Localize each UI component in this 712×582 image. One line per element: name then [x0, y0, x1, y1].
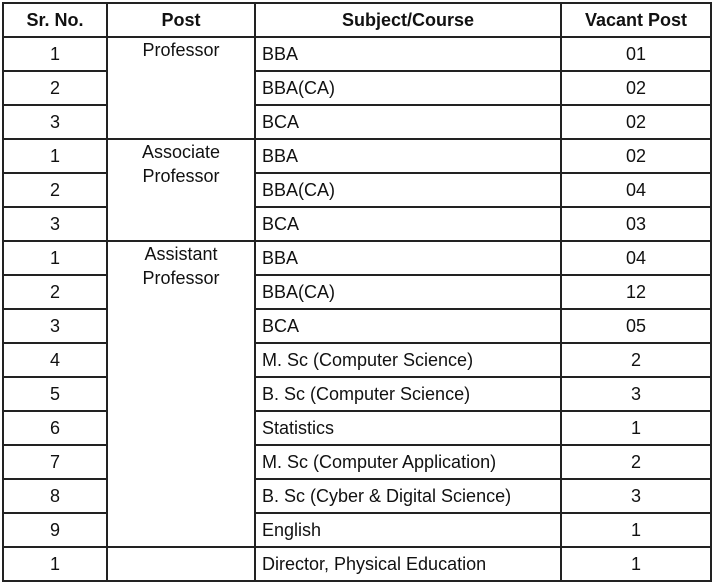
subject-cell: BBA — [255, 241, 561, 275]
vacant-post-cell: 02 — [561, 139, 711, 173]
sr-no-cell: 9 — [3, 513, 107, 547]
vacant-post-cell: 04 — [561, 173, 711, 207]
vacant-post-cell: 02 — [561, 71, 711, 105]
subject-cell: English — [255, 513, 561, 547]
post-cell — [107, 37, 255, 139]
table-body — [3, 37, 711, 581]
sr-no-cell: 1 — [3, 139, 107, 173]
subject-cell: BBA — [255, 139, 561, 173]
vacant-post-cell: 1 — [561, 547, 711, 581]
vacant-post-cell: 3 — [561, 479, 711, 513]
sr-no-cell: 1 — [3, 37, 107, 71]
post-label: Assistant Professor — [142, 244, 220, 288]
sr-no-cell: 3 — [3, 207, 107, 241]
sr-no-cell: 8 — [3, 479, 107, 513]
vacant-post-cell: 1 — [561, 513, 711, 547]
subject-cell: M. Sc (Computer Application) — [255, 445, 561, 479]
vacant-post-cell: 12 — [561, 275, 711, 309]
table-row — [3, 37, 711, 71]
subject-cell: BCA — [255, 207, 561, 241]
subject-cell: Director, Physical Education — [255, 547, 561, 581]
vacant-post-cell: 02 — [561, 105, 711, 139]
sr-no-cell: 4 — [3, 343, 107, 377]
vacant-post-cell: 05 — [561, 309, 711, 343]
header-vacant-post: Vacant Post — [561, 3, 711, 37]
subject-cell: BBA(CA) — [255, 275, 561, 309]
post-label: Associate Professor — [141, 142, 221, 186]
vacant-post-cell: 1 — [561, 411, 711, 445]
sr-no-cell: 2 — [3, 173, 107, 207]
table-row — [3, 241, 711, 275]
header-sr-no: Sr. No. — [3, 3, 107, 37]
post-cell — [107, 547, 255, 581]
subject-cell: M. Sc (Computer Science) — [255, 343, 561, 377]
table-row — [3, 139, 711, 173]
vacant-post-cell: 2 — [561, 445, 711, 479]
sr-no-cell: 3 — [3, 309, 107, 343]
post-cell — [107, 241, 255, 547]
subject-cell: BBA — [255, 37, 561, 71]
sr-no-cell: 1 — [3, 547, 107, 581]
subject-cell: B. Sc (Computer Science) — [255, 377, 561, 411]
vacant-post-cell: 2 — [561, 343, 711, 377]
table-header — [3, 3, 711, 37]
subject-cell: B. Sc (Cyber & Digital Science) — [255, 479, 561, 513]
sr-no-cell: 3 — [3, 105, 107, 139]
subject-cell: Statistics — [255, 411, 561, 445]
vacancy-table — [2, 2, 712, 582]
sr-no-cell: 7 — [3, 445, 107, 479]
sr-no-cell: 2 — [3, 275, 107, 309]
post-cell — [107, 139, 255, 241]
sr-no-cell: 5 — [3, 377, 107, 411]
subject-cell: BBA(CA) — [255, 173, 561, 207]
sr-no-cell: 2 — [3, 71, 107, 105]
header-subject: Subject/Course — [255, 3, 561, 37]
subject-cell: BBA(CA) — [255, 71, 561, 105]
post-label: Professor — [142, 40, 220, 60]
sr-no-cell: 6 — [3, 411, 107, 445]
subject-cell: BCA — [255, 105, 561, 139]
vacant-post-cell: 01 — [561, 37, 711, 71]
subject-cell: BCA — [255, 309, 561, 343]
table-row — [3, 547, 711, 581]
vacant-post-cell: 04 — [561, 241, 711, 275]
header-row — [3, 3, 711, 37]
sr-no-cell: 1 — [3, 241, 107, 275]
vacant-post-cell: 03 — [561, 207, 711, 241]
vacant-post-cell: 3 — [561, 377, 711, 411]
header-post: Post — [107, 3, 255, 37]
